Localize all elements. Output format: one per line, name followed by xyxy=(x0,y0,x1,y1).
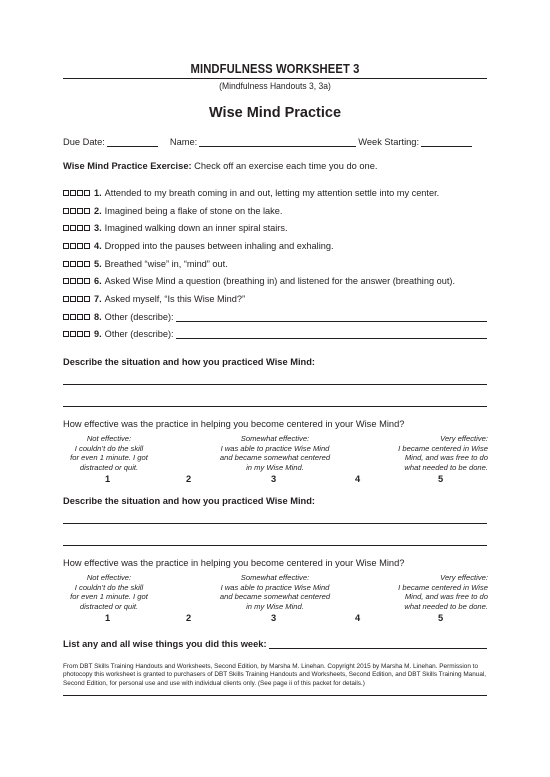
checkbox-group xyxy=(63,314,90,320)
exercise-list xyxy=(63,184,487,343)
exercise-heading: Wise Mind Practice Exercise: Check off an exercise each time you do one. xyxy=(63,161,378,171)
item-number: 7. xyxy=(94,293,102,304)
describe-heading: Describe the situation and how you practiced Wise Mind: xyxy=(63,357,316,368)
checkbox[interactable] xyxy=(63,278,69,284)
describe-heading: Describe the situation and how you practiced Wise Mind: xyxy=(63,496,316,507)
exercise-item-8 xyxy=(63,308,487,326)
item-number: 9. xyxy=(94,329,102,340)
checkbox[interactable] xyxy=(84,261,90,267)
checkbox-group xyxy=(63,296,90,302)
checkbox[interactable] xyxy=(84,208,90,214)
effectiveness-question: How effective was the practice in helping you become centered in your Wise Mind? xyxy=(63,558,405,569)
item-number: 5. xyxy=(94,258,102,269)
rating-numbers xyxy=(63,474,487,486)
worksheet-page xyxy=(63,62,487,696)
exercise-item-4 xyxy=(63,237,487,255)
footer-rule xyxy=(63,695,487,696)
exercise-item-7 xyxy=(63,290,487,308)
checkbox[interactable] xyxy=(63,208,69,214)
checkbox-group xyxy=(63,278,90,284)
worksheet-number: MINDFULNESS WORKSHEET 3 xyxy=(190,62,360,76)
checkbox[interactable] xyxy=(77,261,83,267)
checkbox[interactable] xyxy=(77,190,83,196)
header-rule xyxy=(63,78,487,79)
checkbox[interactable] xyxy=(84,190,90,196)
checkbox[interactable] xyxy=(77,331,83,337)
rating-5[interactable]: 5 xyxy=(438,613,444,624)
checkbox[interactable] xyxy=(84,296,90,302)
due-date-label: Due Date: xyxy=(63,137,105,147)
name-label: Name: xyxy=(169,137,198,147)
checkbox-group xyxy=(63,190,90,196)
due-date-field[interactable] xyxy=(107,137,158,147)
item-number: 6. xyxy=(94,276,102,287)
checkbox[interactable] xyxy=(70,331,76,337)
checkbox[interactable] xyxy=(77,208,83,214)
checkbox[interactable] xyxy=(63,296,69,302)
item-text: Dropped into the pauses between inhaling and exhaling. xyxy=(104,240,334,251)
item-text: Imagined walking down an inner spiral stairs. xyxy=(104,223,288,234)
exercise-item-2 xyxy=(63,202,487,220)
checkbox-group xyxy=(63,331,90,337)
exercise-item-1 xyxy=(63,184,487,202)
rating-3[interactable]: 3 xyxy=(271,613,277,624)
checkbox[interactable] xyxy=(70,225,76,231)
rating-2[interactable]: 2 xyxy=(186,474,192,485)
checkbox[interactable] xyxy=(63,225,69,231)
name-field[interactable] xyxy=(199,137,356,147)
checkbox[interactable] xyxy=(84,243,90,249)
writing-line[interactable] xyxy=(63,524,487,546)
checkbox[interactable] xyxy=(70,190,76,196)
exercise-item-6 xyxy=(63,272,487,290)
checkbox[interactable] xyxy=(77,314,83,320)
item-number: 2. xyxy=(94,205,102,216)
writing-line[interactable] xyxy=(63,385,487,407)
item-number: 1. xyxy=(94,187,102,198)
checkbox[interactable] xyxy=(84,331,90,337)
anchor-not-effective: Not effective: I couldn’t do the skill for even 1 minute. I got distracted or quit. xyxy=(70,434,148,472)
item-text: Asked myself, “Is this Wise Mind?” xyxy=(104,293,246,304)
wise-things-field[interactable] xyxy=(269,639,487,649)
item-text: Imagined being a flake of stone on the lake. xyxy=(104,205,283,216)
rating-4[interactable]: 4 xyxy=(355,613,361,624)
info-fields xyxy=(63,137,487,147)
item-number: 3. xyxy=(94,223,102,234)
checkbox-group xyxy=(63,243,90,249)
effectiveness-scale xyxy=(63,573,487,631)
checkbox[interactable] xyxy=(77,225,83,231)
effectiveness-question: How effective was the practice in helping you become centered in your Wise Mind? xyxy=(63,419,405,430)
wise-things-label: List any and all wise things you did this week: xyxy=(63,639,267,650)
checkbox-group xyxy=(63,208,90,214)
other-describe-field[interactable] xyxy=(176,329,487,339)
checkbox-group xyxy=(63,225,90,231)
item-number: 8. xyxy=(94,311,102,322)
item-text: Other (describe): xyxy=(104,311,174,322)
checkbox-group xyxy=(63,261,90,267)
handout-reference: (Mindfulness Handouts 3, 3a) xyxy=(219,81,331,92)
checkbox[interactable] xyxy=(70,278,76,284)
checkbox[interactable] xyxy=(63,314,69,320)
item-text: Breathed “wise” in, “mind” out. xyxy=(104,258,228,269)
checkbox[interactable] xyxy=(70,208,76,214)
page-title: Wise Mind Practice xyxy=(208,105,342,121)
writing-line[interactable] xyxy=(63,506,487,524)
exercise-item-9 xyxy=(63,326,487,344)
checkbox[interactable] xyxy=(63,331,69,337)
anchor-somewhat-effective: Somewhat effective: I was able to practice Wise Mind and became somewhat centered in my Wise Mind. xyxy=(219,573,331,611)
checkbox[interactable] xyxy=(77,278,83,284)
checkbox[interactable] xyxy=(70,296,76,302)
effectiveness-scale xyxy=(63,434,487,492)
checkbox[interactable] xyxy=(77,243,83,249)
exercise-item-5 xyxy=(63,255,487,273)
other-describe-field[interactable] xyxy=(176,312,487,322)
checkbox[interactable] xyxy=(63,190,69,196)
anchor-very-effective: Very effective: I became centered in Wise Mind, and was free to do what needed to be done. xyxy=(398,434,488,472)
writing-line[interactable] xyxy=(63,367,487,385)
item-text: Attended to my breath coming in and out, letting my attention settle into my center. xyxy=(104,187,440,198)
checkbox[interactable] xyxy=(84,278,90,284)
wise-things-row xyxy=(63,639,487,649)
rating-numbers xyxy=(63,613,487,625)
rating-1[interactable]: 1 xyxy=(105,474,111,485)
checkbox[interactable] xyxy=(63,243,69,249)
item-text: Other (describe): xyxy=(104,329,174,340)
rating-3[interactable]: 3 xyxy=(271,474,277,485)
exercise-item-3 xyxy=(63,219,487,237)
item-number: 4. xyxy=(94,240,102,251)
checkbox[interactable] xyxy=(77,296,83,302)
rating-1[interactable]: 1 xyxy=(105,613,111,624)
item-text: Asked Wise Mind a question (breathing in) and listened for the answer (breathing out). xyxy=(104,276,456,287)
checkbox[interactable] xyxy=(70,261,76,267)
checkbox[interactable] xyxy=(84,314,90,320)
week-starting-field[interactable] xyxy=(421,137,472,147)
checkbox[interactable] xyxy=(84,225,90,231)
rating-5[interactable]: 5 xyxy=(438,474,444,485)
anchor-not-effective: Not effective: I couldn’t do the skill for even 1 minute. I got distracted or quit. xyxy=(70,573,148,611)
checkbox[interactable] xyxy=(63,261,69,267)
checkbox[interactable] xyxy=(70,243,76,249)
week-starting-label: Week Starting: xyxy=(358,137,420,147)
anchor-somewhat-effective: Somewhat effective: I was able to practice Wise Mind and became somewhat centered in my Wise Mind. xyxy=(219,434,331,472)
anchor-very-effective: Very effective: I became centered in Wise Mind, and was free to do what needed to be done. xyxy=(398,573,488,611)
rating-2[interactable]: 2 xyxy=(186,613,192,624)
copyright-footer: From DBT Skills Training Handouts and Worksheets, Second Edition, by Marsha M. Linehan. Copyright 2015 by Marsha M. Linehan. Permission to photocopy this worksheet is granted to purchasers of DBT Skills Training Handouts and Worksheets, Second Edition, and DBT Skills Training Manual, Second Edition, for personal use and use with individual clients only. (See page ii of this packet for details.) xyxy=(63,663,487,687)
rating-4[interactable]: 4 xyxy=(355,474,361,485)
checkbox[interactable] xyxy=(70,314,76,320)
